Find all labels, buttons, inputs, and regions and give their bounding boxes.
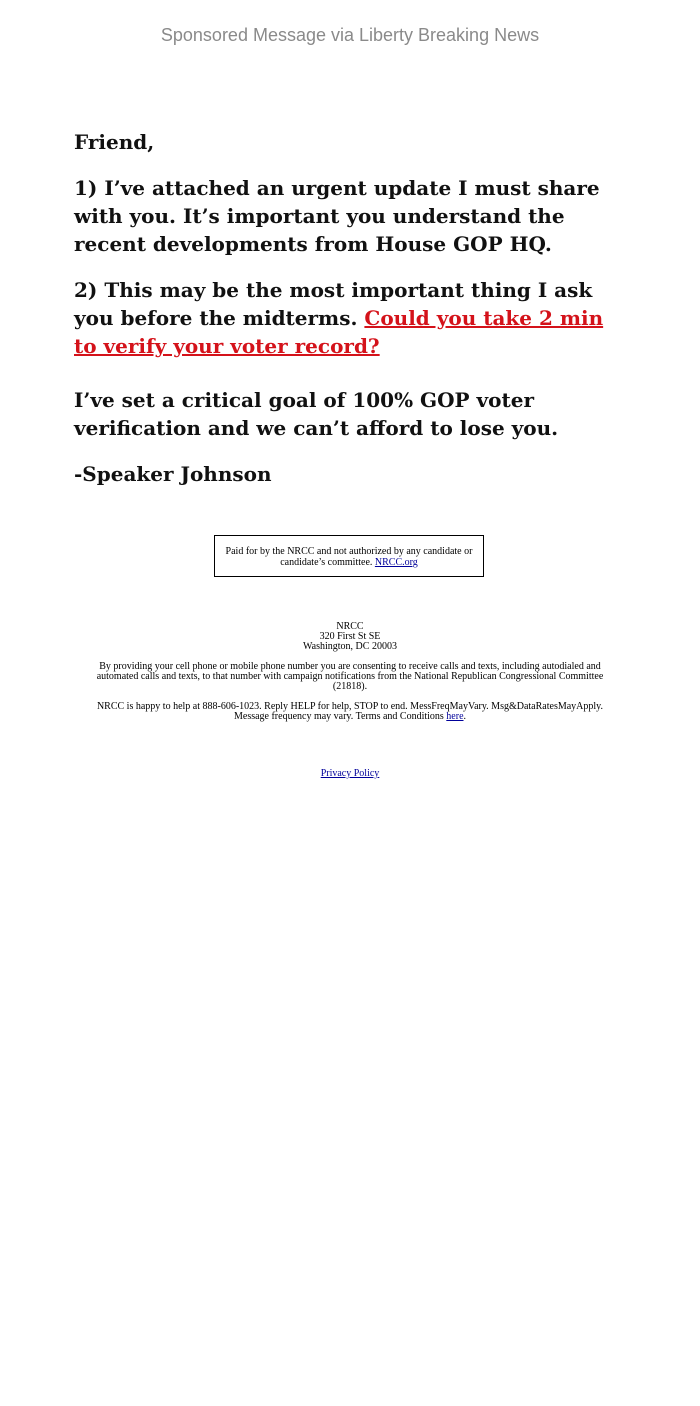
greeting: Friend, <box>74 130 155 154</box>
point-two <box>74 276 626 360</box>
point-one: 1) I’ve attached an urgent update I must share with you. It’s important you understand the recent developments from House GOP HQ. <box>74 176 600 256</box>
disclaimer-text: Paid for by the NRCC and not authorized by any candidate or candidate’s committee. <box>225 546 473 568</box>
terms-period: . <box>463 711 467 722</box>
privacy-section <box>0 769 700 779</box>
sponsored-message-header: Sponsored Message via Liberty Breaking News <box>160 25 540 45</box>
point-two-text: 2) This may be the most important thing I ask you before the midterms. <box>74 278 593 330</box>
address-line-1: 320 First St SE <box>319 631 381 642</box>
help-text-block <box>95 702 605 722</box>
address-line-2: Washington, DC 20003 <box>303 641 397 652</box>
paid-for-disclaimer <box>214 535 484 577</box>
org-name: NRCC <box>336 621 364 632</box>
letter-body <box>74 128 626 506</box>
verify-voter-record-link[interactable]: Could you take 2 min to verify your voter record? <box>74 306 604 358</box>
signature: -Speaker Johnson <box>74 462 272 486</box>
footer <box>95 622 605 732</box>
help-text: NRCC is happy to help at 888-606-1023. Reply HELP for help, STOP to end. MessFreqMayVary. Msg&DataRatesMayApply. Message frequency may vary. Terms and Conditions <box>96 701 604 722</box>
address-block <box>95 622 605 652</box>
privacy-policy-link[interactable]: Privacy Policy <box>320 768 380 779</box>
terms-conditions-link[interactable]: here <box>446 711 464 722</box>
sms-consent-text: By providing your cell phone or mobile phone number you are consenting to receive calls and texts, including autodialed and automated calls and texts, to that number with campaign notifications from the National Republican Congressional Committee (21818). <box>96 661 604 692</box>
nrcc-org-link[interactable]: NRCC.org <box>374 557 418 568</box>
goal-statement: I’ve set a critical goal of 100% GOP voter verification and we can’t afford to lose you. <box>74 388 559 440</box>
